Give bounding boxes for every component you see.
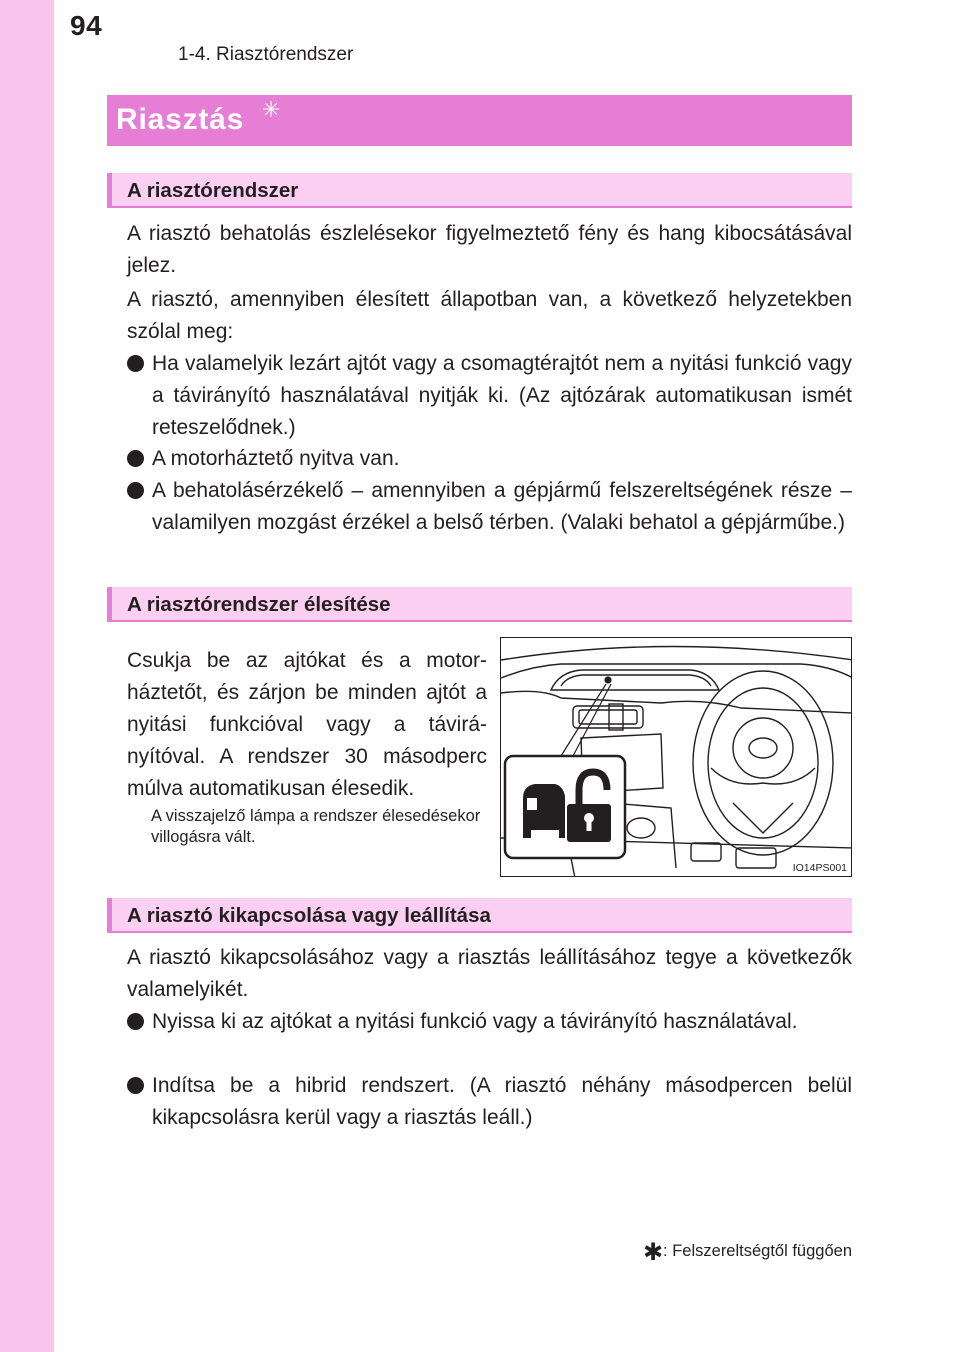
chapter-sidebar bbox=[0, 0, 54, 1352]
list-item bbox=[127, 1006, 852, 1038]
list-item bbox=[127, 1070, 852, 1134]
list-item-text: A behatolásérzékelő – amennyiben a gépjármű felszereltségének része – valamilyen mozgást érzékel a belső térben. (Valaki behatol a gépjárműbe.) bbox=[152, 479, 852, 534]
list-item-text: A motorháztető nyitva van. bbox=[152, 447, 400, 470]
bullet-icon bbox=[127, 355, 144, 372]
section-heading: A riasztórendszer élesítése bbox=[127, 593, 391, 616]
section-heading: A riasztórendszer bbox=[127, 179, 299, 202]
bullet-icon bbox=[127, 482, 144, 499]
dashboard-illustration bbox=[500, 637, 852, 877]
paragraph: A riasztó kikapcsolásához vagy a riasztás leállításához tegye a következők valamelyikét. bbox=[127, 946, 852, 1001]
bullet-icon bbox=[127, 1077, 144, 1094]
list-item-text: Indítsa be a hibrid rendszert. (A riasztó néhány másodpercen belül kikapcsolásra kerül vagy a riasztás leáll.) bbox=[152, 1074, 852, 1129]
list-item bbox=[127, 475, 852, 539]
figure-note: A visszajelző lámpa a rendszer élesedésekor villogásra vált. bbox=[151, 807, 481, 846]
list-item-text: Nyissa ki az ajtókat a nyitási funkció vagy a távirányító használatával. bbox=[152, 1010, 798, 1033]
section-heading-bar bbox=[107, 898, 852, 933]
page-number: 94 bbox=[70, 10, 103, 41]
section-heading-bar bbox=[107, 173, 852, 208]
footnote bbox=[643, 1238, 852, 1267]
list-item bbox=[127, 348, 852, 444]
bullet-icon bbox=[127, 1013, 144, 1030]
section-path: 1-4. Riasztórendszer bbox=[178, 44, 354, 65]
main-title-bar bbox=[107, 95, 852, 146]
footnote-text: : Felszereltségtől függően bbox=[663, 1242, 852, 1260]
asterisk-icon: ✱ bbox=[642, 1239, 664, 1266]
paragraph: Csukja be az ajtókat és a motorháztetőt, és zárjon be minden ajtót a nyitási funkcióval vagy a távirányítóval. A rendszer 30 másodperc múlva automatikusan élesedik. bbox=[127, 649, 487, 800]
list-item bbox=[127, 443, 852, 475]
bullet-icon bbox=[127, 450, 144, 467]
paragraph: A riasztó, amennyiben élesített állapotban van, a következő helyzetekben szólal meg: bbox=[127, 288, 852, 343]
dashboard-drawing bbox=[501, 638, 852, 877]
paragraph: A riasztó behatolás észlelésekor figyelmeztető fény és hang kibocsátásával jelez. bbox=[127, 222, 852, 277]
asterisk-icon: ✳ bbox=[262, 97, 281, 122]
list-item-text: Ha valamelyik lezárt ajtót vagy a csomagtérajtót nem a nyitási funkció vagy a távirányító használatával nyitják ki. (Az ajtózárak automatikusan ismét reteszelődnek.) bbox=[152, 352, 852, 439]
section-heading: A riasztó kikapcsolása vagy leállítása bbox=[127, 904, 491, 927]
figure-code: IO14PS001 bbox=[792, 862, 847, 874]
section-heading-bar bbox=[107, 587, 852, 622]
page-title: Riasztás bbox=[116, 103, 245, 136]
